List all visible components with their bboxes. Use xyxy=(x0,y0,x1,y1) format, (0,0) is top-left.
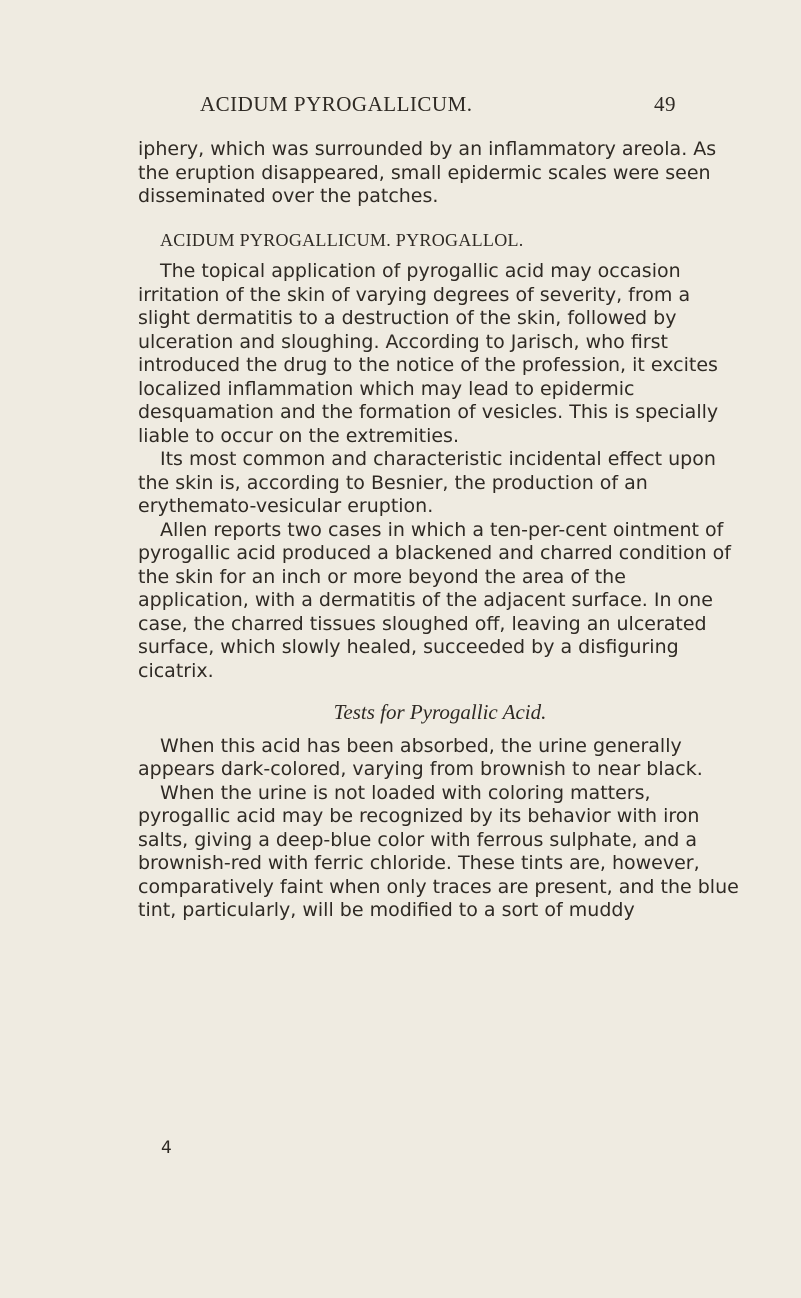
paragraph: When the urine is not loaded with coloring matters, pyrogallic acid may be recognized by its behavior with iron salts, giving a deep-blue color with ferrous sulphate, and a brownish-red with ferric chloride. These tints are, however, comparatively faint when only traces are present, and the blue tint, particularly, will be modified to a sort of muddy xyxy=(138,781,739,921)
paragraph-continued: iphery, which was surrounded by an inflammatory areola. As the eruption disappeared, small epidermic scales were seen disseminated over the patches. xyxy=(138,138,717,207)
paragraph: The topical application of pyrogallic acid may occasion irritation of the skin of varying degrees of severity, from a slight dermatitis to a destruction of the skin, followed by ulceration and sloughing. According to Jarisch, who first introduced the drug to the notice of the profession, it excites localized inflammation which may lead to epidermic desquamation and the formation of vesicles. This is specially liable to occur on the extremities. xyxy=(138,260,719,447)
running-title: ACIDUM PYROGALLICUM. xyxy=(200,92,473,116)
section-heading: ACIDUM PYROGALLICUM. PYROGALLOL. xyxy=(160,229,524,250)
paragraph: Its most common and characteristic incidental effect upon the skin is, according to Besnier, the production of an erythemato-vesicular eruption. xyxy=(138,448,716,517)
paragraph: Allen reports two cases in which a ten-per-cent ointment of pyrogallic acid produced a blackened and charred condition of the skin for an inch or more beyond the area of the application, with a dermatitis of the adjacent surface. In one case, the charred tissues sloughed off, leaving an ulcerated surface, which slowly healed, succeeded by a disfiguring cicatrix. xyxy=(138,518,731,682)
subheading: Tests for Pyrogallic Acid. xyxy=(333,700,547,724)
paragraph: When this acid has been absorbed, the urine generally appears dark-colored, varying from brownish to near black. xyxy=(138,734,703,780)
page-number: 49 xyxy=(654,92,676,116)
signature-mark: 4 xyxy=(161,1138,172,1158)
body-text xyxy=(138,138,742,923)
